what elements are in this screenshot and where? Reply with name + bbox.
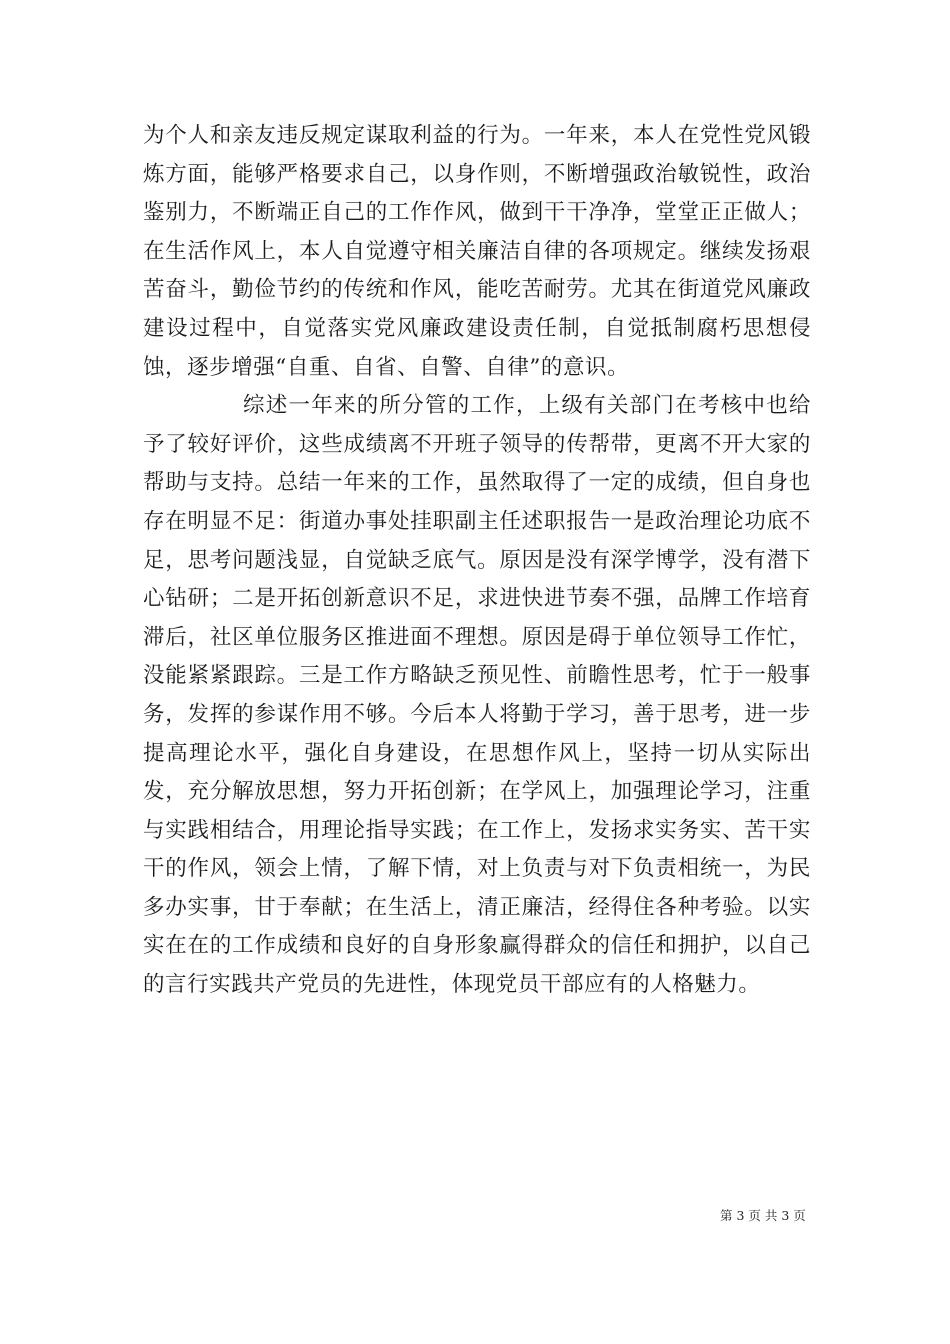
page-number: 第 3 页 共 3 页 [720, 1208, 806, 1223]
paragraph-1: 为个人和亲友违反规定谋取利益的行为。一年来，本人在党性党风锻炼方面，能够严格要求自己，以身作则，不断增强政治敏锐性，政治鉴别力，不断端正自己的工作作风，做到干干净净，堂堂正正做人；在生活作风上，本人自觉遵守相关廉洁自律的各项规定。继续发扬艰苦奋斗，勤俭节约的传统和作风，能吃苦耐劳。尤其在街道党风廉政建设过程中，自觉落实党风廉政建设责任制，自觉抵制腐朽思想侵蚀，逐步增强“自重、自省、自警、自律”的意识。 [143, 123, 811, 380]
paragraph-2: 综述一年来的所分管的工作，上级有关部门在考核中也给予了较好评价，这些成绩离不开班子领导的传帮带，更离不开大家的帮助与支持。总结一年来的工作，虽然取得了一定的成绩，但自身也存在明显不足：街道办事处挂职副主任述职报告一是政治理论功底不足，思考问题浅显，自觉缺乏底气。原因是没有深学博学，没有潜下心钻研；二是开拓创新意识不足，求进快进节奏不强，品牌工作培育滞后，社区单位服务区推进面不理想。原因是碍于单位领导工作忙，没能紧紧跟踪。三是工作方略缺乏预见性、前瞻性思考，忙于一般事务，发挥的参谋作用不够。今后本人将勤于学习，善于思考，进一步提高理论水平，强化自身建设，在思想作风上，坚持一切从实际出发，充分解放思想，努力开拓创新；在学风上，加强理论学习，注重与实践相结合，用理论指导实践；在工作上，发扬求实务实、苦干实干的作风，领会上情，了解下情，对上负责与对下负责相统一，为民多办实事，甘于奉献；在生活上，清正廉洁，经得住各种考验。以实实在在的工作成绩和良好的自身形象赢得群众的信任和拥护，以自己的言行实践共产党员的先进性，体现党员干部应有的人格魅力。 [143, 393, 811, 998]
body-text [143, 117, 811, 1005]
